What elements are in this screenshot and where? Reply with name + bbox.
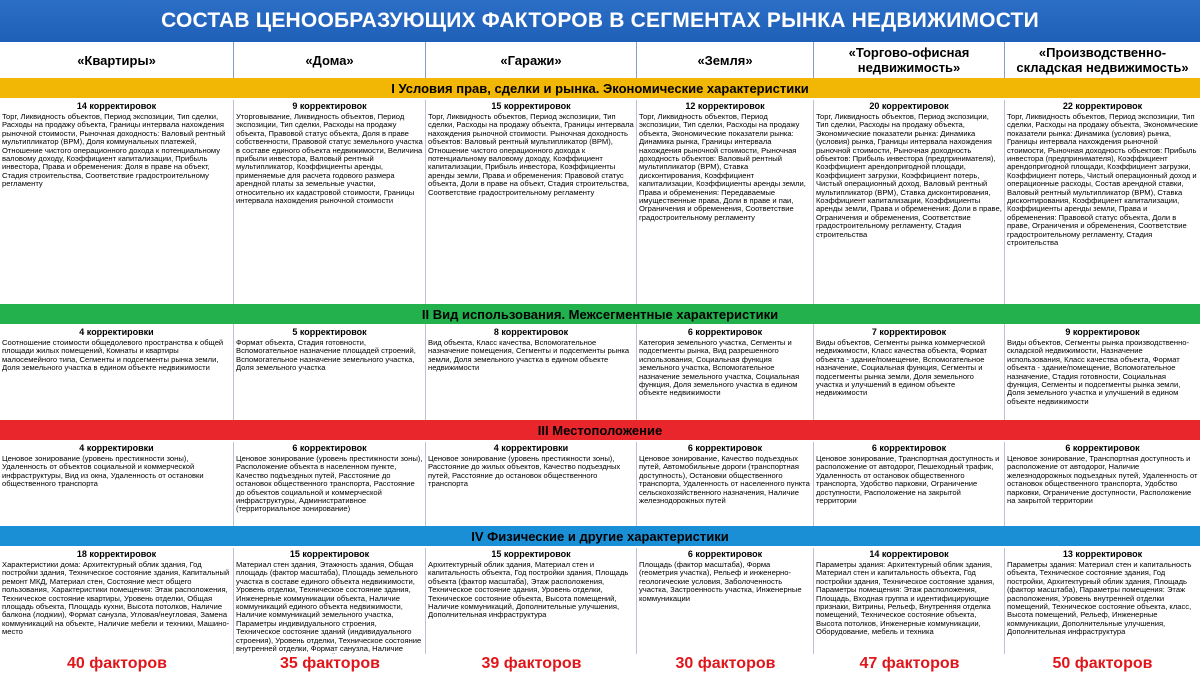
totals-row xyxy=(0,652,1200,676)
total-industrial: 50 факторов xyxy=(1052,655,1153,672)
cell-3-land xyxy=(637,442,814,526)
correction-count: 6 корректировок xyxy=(871,443,947,453)
total-commercial: 47 факторов xyxy=(859,655,960,672)
correction-count: 6 корректировок xyxy=(292,443,367,453)
cell-2-apartments xyxy=(0,326,234,420)
correction-count: 6 корректировок xyxy=(1065,443,1140,453)
cell-4-commercial xyxy=(814,548,1005,654)
total-houses: 35 факторов xyxy=(280,655,380,672)
correction-count: 7 корректировок xyxy=(871,327,947,337)
cell-1-industrial xyxy=(1005,100,1200,326)
column-header-apartments: «Квартиры» xyxy=(0,42,234,78)
factor-list: Торг, Ликвидность объектов, Период экспозиции, Тип сделки, Расходы на продажу объекта, Границы интервала нахождения рыночной стоимости. Рыночная доходность объектов: Валовый рентный мультипликатор (ВРМ), Отношение чистого операционного дохода к потенциальному валовому доходу, Коэффициент капитализации, Прибыль инвестора, Коэффициенты аренды земли, Права и обременения: Правовой статус объекта, Доли в праве на объект, Стадия строительства, Соответствие градостроительному регламенту xyxy=(428,112,634,197)
factor-list: Торг, Ликвидность объектов, Период экспозиции, Тип сделки, Расходы на продажу объекта, Экономические показатели рынка: Динамика рынка, Границы интервала нахождения рыночной стоимости, Рыночная доходность объектов: Валовый рентный мультипликатор (ВРМ), Ставка дисконтирования, Коэффициент капитализации, Коэффициенты аренды земли, Права и обременения: Передаваемые имущественные права, Доли в праве и паи, Ограничения и обременения, Соответствие градостроительному регламенту xyxy=(639,112,806,222)
cell-1-commercial xyxy=(814,100,1005,326)
factor-list: Архитектурный облик здания, Материал стен и капитальность объекта, Год постройки здания, Площадь объекта (фактор масштаба), Этаж расположения, Техническое состояние здания, Уровень отделки, Техническое состояние объекта, Высота помещений, Наличие коммуникаций, Дополнительные улучшения, Дополнительная инфраструктура xyxy=(428,560,629,620)
cell-1-land xyxy=(637,100,814,326)
cell-3-industrial xyxy=(1005,442,1200,526)
correction-count: 9 корректировок xyxy=(292,101,367,111)
factor-list: Виды объектов, Сегменты рынка коммерческой недвижимости, Класс качества объекта, Формат объекта - здание/помещение, Вспомогательное назначение, Социальная функция, Сегменты и подсегменты рынка земли, Доля земельного участка и улучшений в едином объекте недвижимости xyxy=(816,338,988,398)
title-bar xyxy=(0,0,1200,42)
cell-1-garages xyxy=(426,100,637,326)
cell-4-industrial xyxy=(1005,548,1200,654)
correction-count: 13 корректировок xyxy=(1062,549,1143,559)
correction-count: 4 корректировки xyxy=(79,443,154,453)
correction-count: 14 корректировок xyxy=(869,549,949,559)
cell-2-industrial xyxy=(1005,326,1200,420)
section-title-4: IV Физические и другие характеристики xyxy=(471,528,729,544)
section-title-2: II Вид использования. Межсегментные характеристики xyxy=(421,306,779,322)
cell-2-land xyxy=(637,326,814,420)
correction-count: 12 корректировок xyxy=(685,101,765,111)
correction-count: 6 корректировок xyxy=(687,327,763,337)
correction-count: 15 корректировок xyxy=(289,549,370,559)
factor-list: Формат объекта, Стадия готовности, Вспомогательное назначение площадей строений, Вспомогательное назначение земельного участка, Доля земельного участка xyxy=(236,338,416,373)
correction-count: 9 корректировок xyxy=(1065,327,1140,337)
factor-list: Виды объектов, Сегменты рынка производственно-складской недвижимости, Назначение использования, Класс качества объекта, Формат объекта - здание/помещение, Вспомогательное назначение, Стадия готовности, Социальная функция, Сегменты и подсегменты рынка земли, Доля земельного участка и улучшений в едином объекте недвижимости xyxy=(1007,338,1190,406)
factor-list: Вид объекта, Класс качества, Вспомогательное назначение помещения, Сегменты и подсегменты рынка земли, Доля земельного участка в едином объекте недвижимости xyxy=(428,338,630,373)
section-row-4 xyxy=(0,548,1200,654)
cell-1-apartments xyxy=(0,100,234,326)
section-row-1 xyxy=(0,100,1200,326)
column-header-garages: «Гаражи» xyxy=(426,42,637,78)
factor-list: Ценовое зонирование, Транспортная доступность и расположение от автодорог, Пешеходный трафик, Удаленность от остановок общественного транспорта, Удобство парковки, Ограничение доступности, Расположение на закрытой территории xyxy=(816,454,1000,506)
correction-count: 18 корректировок xyxy=(76,549,157,559)
cell-4-apartments xyxy=(0,548,234,654)
factor-list: Торг, Ликвидность объектов, Период экспозиции, Тип сделки, Расходы на продажу объекта, Границы интервала нахождения рыночной стоимости, Рыночная доходность: Валовый рентный мультипликатор (ВРМ), Доля коммунальных платежей, Отношение чистого операционного дохода к потенциальному валовому доходу, Коэффициент капитализации, Прибыль инвестора, Права и обременения: Доля в праве на объект, Стадия строительства, Соответствие градостроительному регламенту xyxy=(2,112,226,189)
total-land: 30 факторов xyxy=(675,655,776,672)
cell-4-houses xyxy=(234,548,426,654)
correction-count: 6 корректировок xyxy=(687,549,763,559)
correction-count: 4 корректировки xyxy=(79,327,154,337)
section-band-2 xyxy=(0,304,1200,324)
cell-4-land xyxy=(637,548,814,654)
section-title-3: III Местоположение xyxy=(537,422,663,438)
factor-list: Материал стен здания, Этажность здания, Общая площадь (фактор масштаба), Площадь земельного участка в составе единого объекта недвижимости, Уровень отделки, Техническое состояние здания, Инженерные коммуникации объекта, Наличие коммуникаций единого объекта недвижимости, Наличие коммуникаций земельного участка, Параметры индивидуального строения, Техническое состояние зданий (индивидуального строения), Уровень отделки, Техническое состояние внутренней отделки, Формат санузла, Наличие xyxy=(236,560,422,654)
factor-list: Параметры здания: Материал стен и капитальность объекта, Техническое состояние здания, Год постройки, Архитектурный облик здания, Площадь (фактор масштаба), Параметры помещения: Этаж расположения, Уровень внутренней отделки помещений, Техническое состояние объекта, класс, Высота помещений, Рельеф, Инженерные коммуникации, Дополнительные улучшения, Дополнительная инфраструктура xyxy=(1007,560,1192,637)
factor-list: Параметры здания: Архитектурный облик здания, Материал стен и капитальность объекта, Год постройки здания, Техническое состояние здания, Параметры помещения: Этаж расположения, Площадь, Входная группа и идентифицирующие признаки, Витрины, Рельеф, Внутренняя отделка помещений, Техническое состояние объекта, Высота потолков, Инженерные коммуникации, Оборудование, мебель и техника xyxy=(816,560,995,637)
section-band-1 xyxy=(0,78,1200,98)
factor-list: Уторговывание, Ликвидность объектов, Период экспозиции, Тип сделки, Расходы на продажу объекта, Правовой статус объекта, Доля в праве собственности, Правовой статус земельного участка в составе единого объекта недвижимости, Величина прибыли инвестора, Валовый рентный мультипликатор, Коэффициенты аренды, применяемые для расчета годового размера арендной платы за земельные участки, относительно их кадастровой стоимости, Границы интервала нахождения рыночной стоимости xyxy=(236,112,423,206)
cell-1-houses xyxy=(234,100,426,326)
correction-count: 20 корректировок xyxy=(869,101,949,111)
cell-2-garages xyxy=(426,326,637,420)
total-apartments: 40 факторов xyxy=(67,655,167,672)
cell-2-commercial xyxy=(814,326,1005,420)
factor-list: Ценовое зонирование (уровень престижности зоны), Расстояние до жилых объектов, Качество подъездных путей, Расстояние до остановок общественного транспорта xyxy=(428,454,621,489)
factor-list: Торг, Ликвидность объектов, Период экспозиции, Тип сделки, Расходы на продажу объекта, Экономические показатели рынка: Динамика (условия) рынка, Границы интервала нахождения рыночной стоимости, Рыночная доходность объектов: Прибыль инвестора (предпринимателя), Коэффициент арендопригодной площади, Коэффициент загрузки, Коэффициент потерь, Чистый операционный доход, Валовый рентный мультипликатор (ВРМ), Ставка дисконтирования, Коэффициент капитализации, Коэффициенты аренды земли, Права и обременения: Доли в праве, Ограничения и обременения, Соответствие градостроительному регламенту, Стадия строительства xyxy=(816,112,1002,239)
factor-list: Торг, Ликвидность объектов, Период экспозиции, Тип сделки, Расходы на продажу объекта, Экономические показатели рынка: Динамика (условия) рынка, Границы интервала нахождения рыночной стоимости, Рыночная доходность объектов: Прибыль инвестора (предпринимателя), Коэффициент арендопригодной площади, Коэффициент загрузки, Коэффициент потерь, Чистый операционный доход и операционные расходы, Состав арендной ставки, Валовый рентный мультипликатор (ВРМ), Ставка дисконтирования, Коэффициент капитализации, Коэффициенты аренды земли, Права и обременения: Правовой статус объекта, Доли в праве, Ограничения и обременения, Соответствие градостроительному регламенту, Стадия строительства xyxy=(1007,112,1198,248)
factor-list: Ценовое зонирование, Качество подъездных путей, Автомобильные дороги (транспортная доступность), Остановки общественного транспорта, Удаленность от населенного пункта сельскохозяйственного назначения, Наличие железнодорожных путей xyxy=(639,454,810,506)
correction-count: 8 корректировок xyxy=(493,327,569,337)
cell-3-garages xyxy=(426,442,637,526)
cell-4-garages xyxy=(426,548,637,654)
column-header-houses: «Дома» xyxy=(234,42,426,78)
column-header-land: «Земля» xyxy=(637,42,814,78)
correction-count: 22 корректировок xyxy=(1062,101,1143,111)
section-band-3 xyxy=(0,420,1200,440)
column-header-commercial: «Торгово-офисная недвижимость» xyxy=(814,42,1005,78)
column-headers xyxy=(0,42,1200,78)
cell-3-commercial xyxy=(814,442,1005,526)
section-band-4 xyxy=(0,526,1200,546)
cell-3-apartments xyxy=(0,442,234,526)
section-row-3 xyxy=(0,442,1200,526)
correction-count: 15 корректировок xyxy=(491,101,571,111)
correction-count: 6 корректировок xyxy=(687,443,763,453)
factor-list: Категория земельного участка, Сегменты и подсегменты рынка, Вид разрешенного использования, Социальная функция земельного участка, Вспомогательное назначение земельного участка, Социальная функция, Доля земельного участка в едином объекте недвижимости xyxy=(639,338,800,398)
factor-list: Ценовое зонирование (уровень престижности зоны), Расположение объекта в населенном пункте, Качество подъездных путей, Расстояние до остановок общественного транспорта, Расстояние до объектов социальной и коммерческой инфраструктуры, Административное (территориальное зонирование) xyxy=(236,454,423,514)
correction-count: 15 корректировок xyxy=(491,549,571,559)
factor-list: Ценовое зонирование, Транспортная доступность и расположение от автодорог, Наличие железнодорожных подъездных путей, Удаленность от остановок общественного транспорта, Удобство парковки, Ограничение доступности, Расположение на закрытой территории xyxy=(1007,454,1198,506)
factor-list: Соотношение стоимости общедолевого пространства к общей площади жилых помещений, Комнаты и квартиры малосемейного типа, Сегменты и подсегменты рынка земли, Доля земельного участка в едином объекте недвижимости xyxy=(2,338,224,373)
correction-count: 14 корректировок xyxy=(76,101,157,111)
factor-list: Характеристики дома: Архитектурный облик здания, Год постройки здания, Техническое состояние здания, Капитальный ремонт МКД, Материал стен, Состояние мест общего пользования, Характеристики помещения: Этаж расположения, Техническое состояние квартиры, Уровень отделки, Общая площадь объекта, Площадь кухни, Высота потолков, Наличие балкона (лоджии), Формат санузла, Угловая/неугловая, Замена коммуникаций на объекте, Наличие мебели и техники, Машино-место xyxy=(2,560,230,637)
factor-list: Площадь (фактор масштаба), Форма (геометрия участка), Рельеф и инженерно-геологические условия, Заболоченность участка, Застроенность участка, Инженерные коммуникации xyxy=(639,560,802,603)
correction-count: 5 корректировок xyxy=(292,327,367,337)
cell-2-houses xyxy=(234,326,426,420)
section-title-1: I Условия прав, сделки и рынка. Экономические характеристики xyxy=(391,80,809,96)
page-title: СОСТАВ ЦЕНООБРАЗУЮЩИХ ФАКТОРОВ В СЕГМЕНТАХ РЫНКА НЕДВИЖИМОСТИ xyxy=(161,9,1039,32)
factor-list: Ценовое зонирование (уровень престижности зоны), Удаленность от объектов социальной и коммерческой инфраструктуры, Вид из окна, Удаленность от остановки общественного транспорта xyxy=(2,454,204,489)
column-header-industrial: «Производственно-складская недвижимость» xyxy=(1016,45,1189,75)
cell-3-houses xyxy=(234,442,426,526)
section-row-2 xyxy=(0,326,1200,420)
total-garages: 39 факторов xyxy=(481,655,582,672)
correction-count: 4 корректировки xyxy=(493,443,569,453)
